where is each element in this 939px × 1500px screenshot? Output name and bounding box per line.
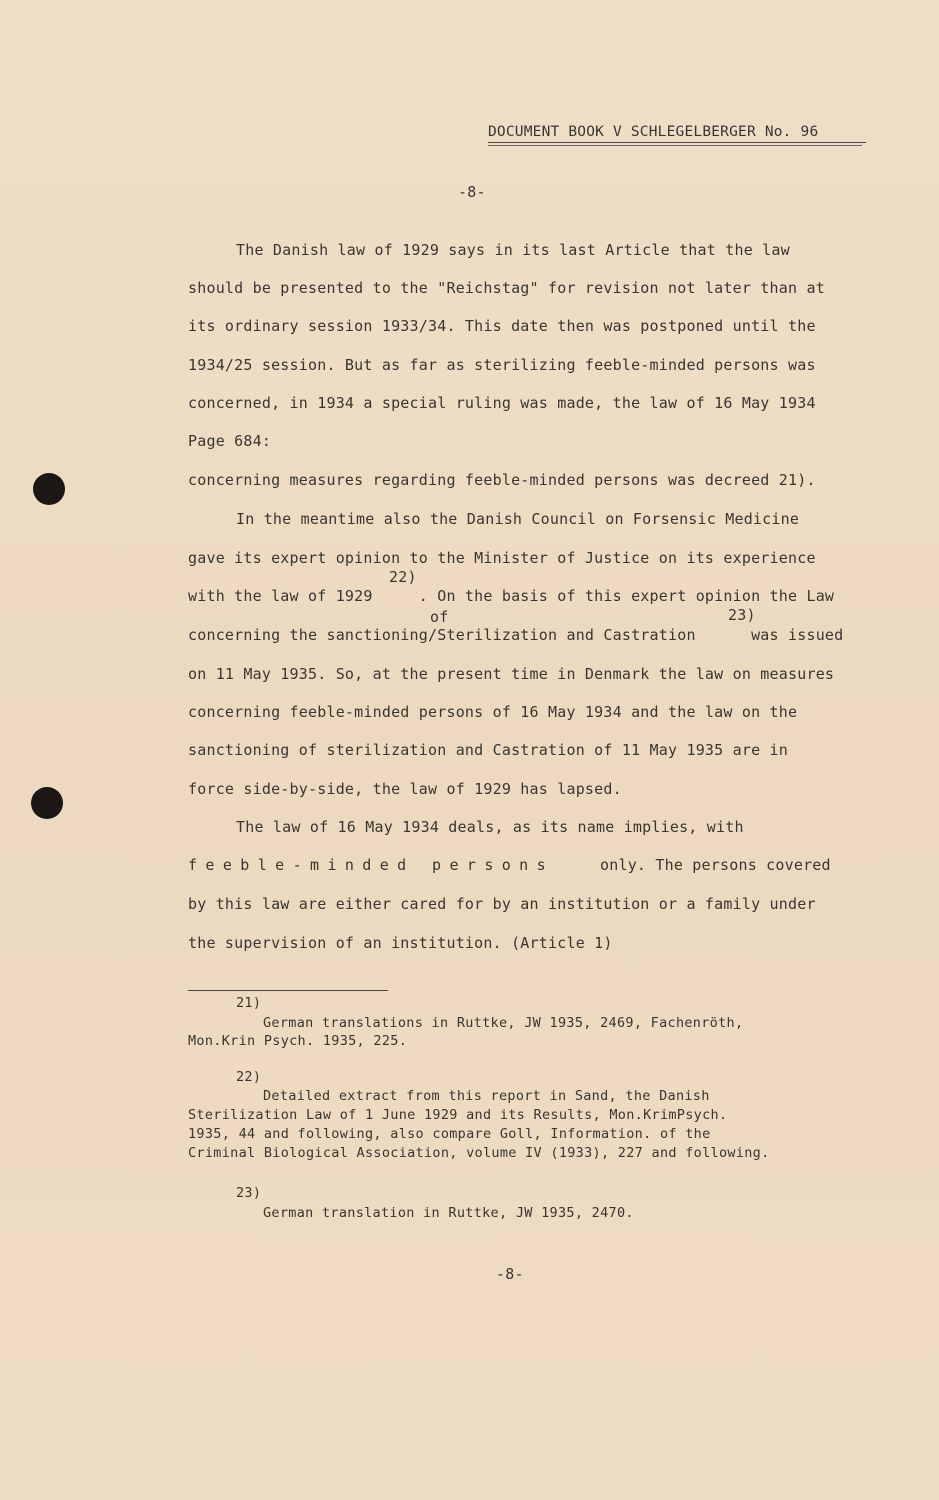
body-line: concerning the sanctioning/Sterilization and Castration was issued (188, 626, 844, 644)
body-line: on 11 May 1935. So, at the present time in Denmark the law on measures (188, 665, 835, 683)
header-underline-secondary (488, 145, 862, 146)
body-line: concerning measures regarding feeble-minded persons was decreed 21). (188, 471, 816, 489)
inserted-word: of (430, 608, 449, 626)
emphasized-phrase: feeble-minded persons (188, 856, 555, 874)
body-line: by this law are either cared for by an institution or a family under (188, 895, 816, 913)
page-number-top: -8- (458, 183, 486, 201)
footnote-text: Criminal Biological Association, volume IV (1933), 227 and following. (188, 1145, 770, 1161)
body-line: only. The persons covered (600, 856, 831, 874)
body-line: concerning feeble-minded persons of 16 May 1934 and the law on the (188, 703, 798, 721)
footnote-separator (188, 990, 388, 991)
footnote-marker-22: 22) (389, 568, 417, 586)
page-reference: Page 684: (188, 432, 272, 450)
header-underline (488, 142, 866, 143)
footnote-text: Detailed extract from this report in Sand, the Danish (263, 1088, 710, 1104)
footnote-text: German translations in Ruttke, JW 1935, 2469, Fachenröth, (263, 1015, 744, 1031)
body-line: the supervision of an institution. (Article 1) (188, 934, 613, 952)
body-line: concerned, in 1934 a special ruling was made, the law of 16 May 1934 (188, 394, 816, 412)
footnote-text: 1935, 44 and following, also compare Goll, Information. of the (188, 1126, 711, 1142)
punch-hole-upper (33, 473, 65, 505)
footnote-text: Mon.Krin Psych. 1935, 225. (188, 1033, 408, 1049)
body-line: The Danish law of 1929 says in its last Article that the law (236, 241, 790, 259)
footnote-number: 21) (236, 995, 262, 1011)
document-reference-header: DOCUMENT BOOK V SCHLEGELBERGER No. 96 (488, 124, 819, 140)
page-number-bottom: -8- (496, 1265, 524, 1283)
body-line: sanctioning of sterilization and Castration of 11 May 1935 are in (188, 741, 788, 759)
body-line: with the law of 1929 . On the basis of this expert opinion the Law (188, 587, 835, 605)
footnote-text: Sterilization Law of 1 June 1929 and its Results, Mon.KrimPsych. (188, 1107, 728, 1123)
footnote-marker-23: 23) (728, 606, 756, 624)
body-line: force side-by-side, the law of 1929 has lapsed. (188, 780, 622, 798)
body-line: gave its expert opinion to the Minister of Justice on its experience (188, 549, 816, 567)
body-line: 1934/25 session. But as far as sterilizing feeble-minded persons was (188, 356, 816, 374)
body-line: In the meantime also the Danish Council on Forsensic Medicine (236, 510, 800, 528)
body-line: The law of 16 May 1934 deals, as its name implies, with (236, 818, 744, 836)
footnote-text: German translation in Ruttke, JW 1935, 2470. (263, 1205, 634, 1221)
body-line: its ordinary session 1933/34. This date then was postponed until the (188, 317, 816, 335)
footnote-number: 23) (236, 1185, 262, 1201)
footnote-number: 22) (236, 1069, 262, 1085)
punch-hole-lower (31, 787, 63, 819)
body-line: should be presented to the "Reichstag" for revision not later than at (188, 279, 825, 297)
